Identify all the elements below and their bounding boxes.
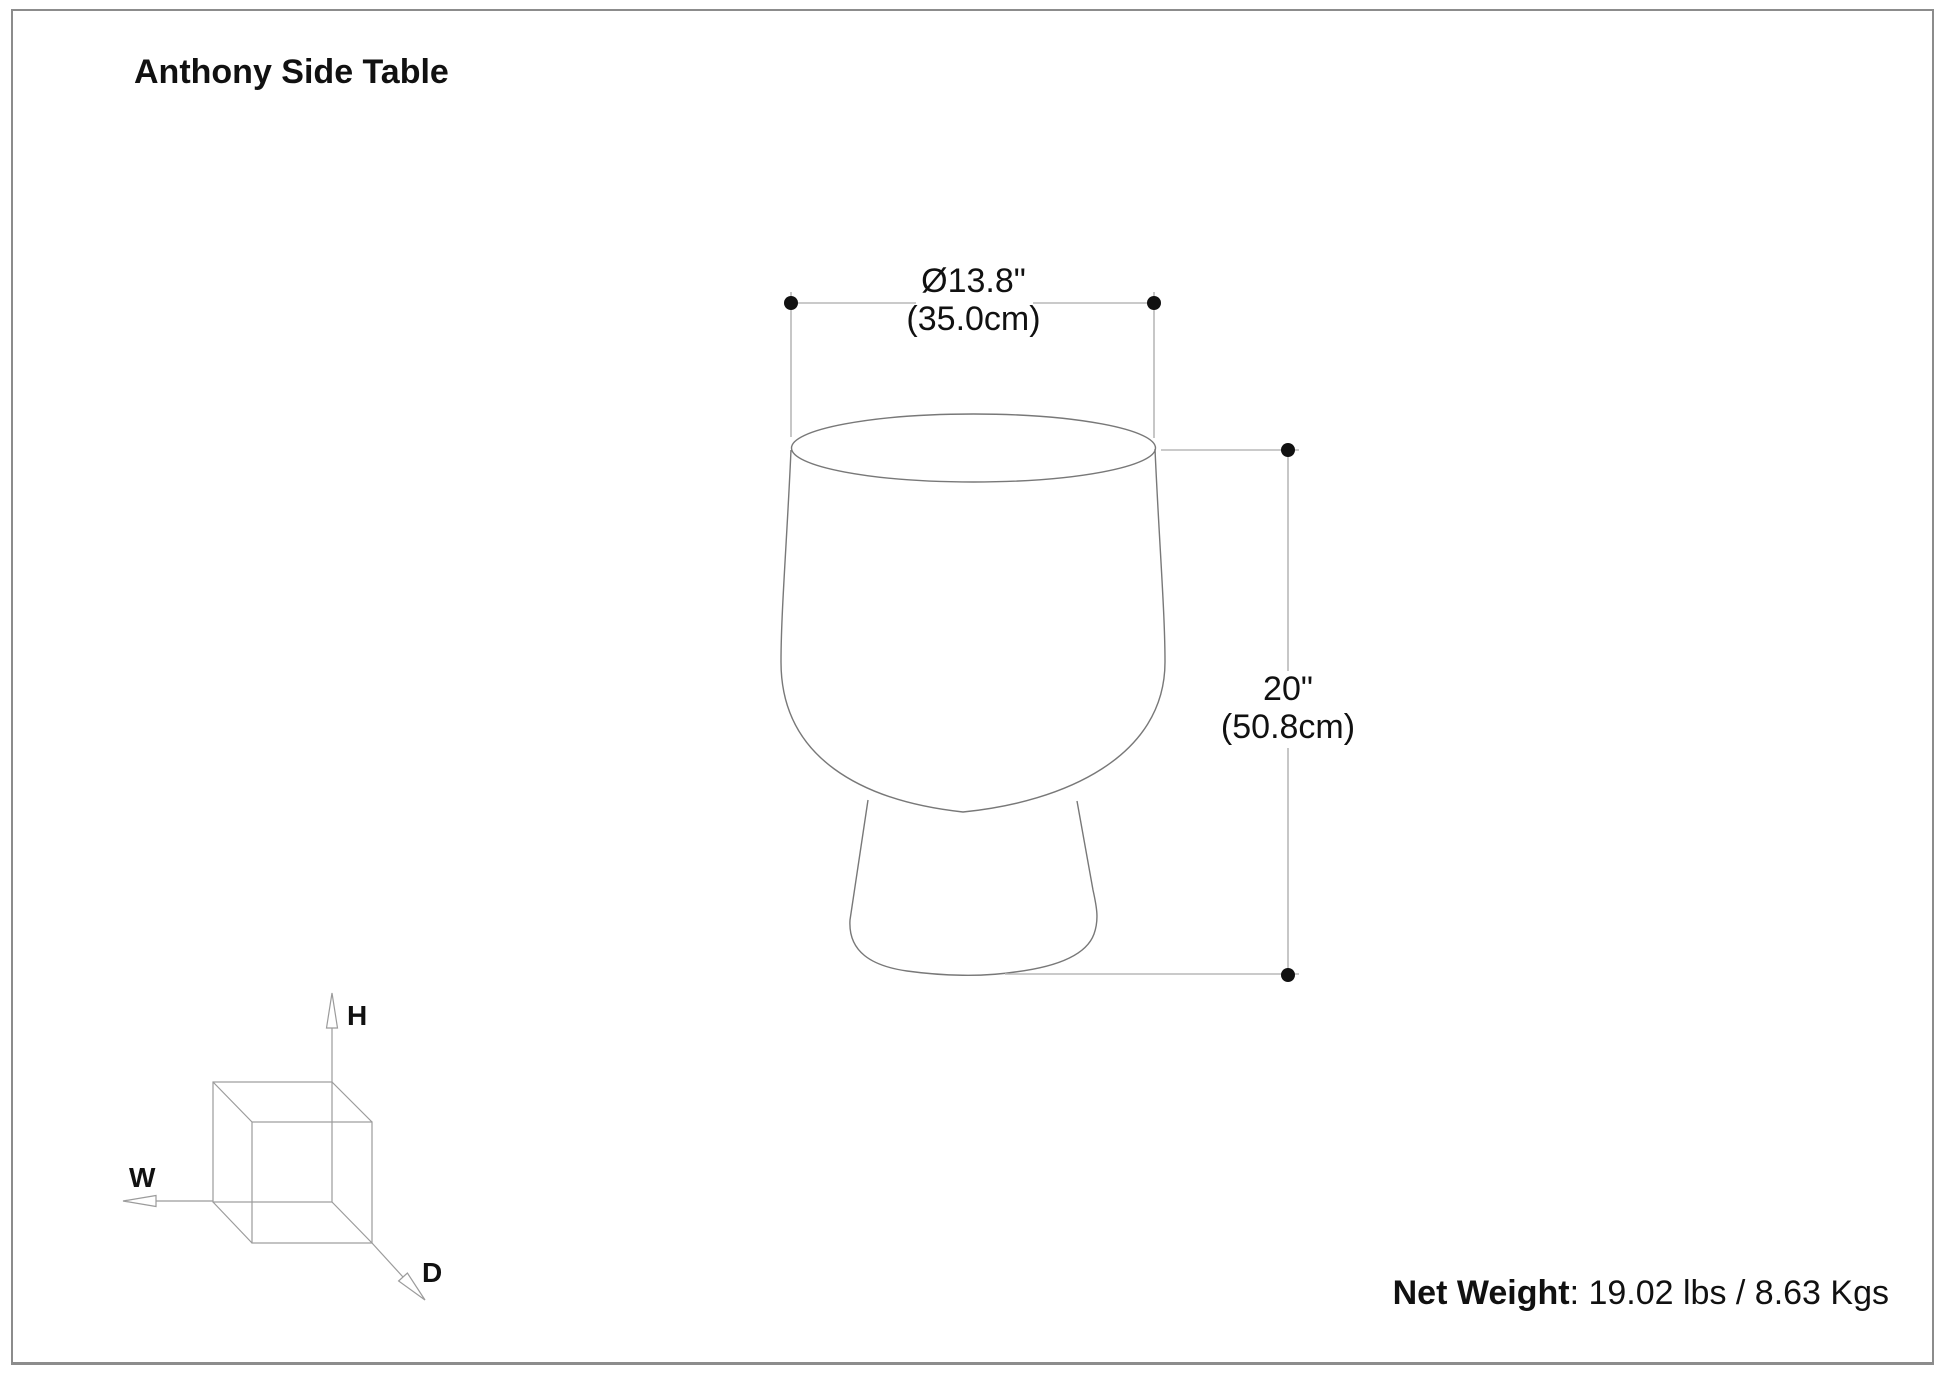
dimension-endpoint-dot [1147,296,1161,310]
table-top-ellipse [792,414,1156,482]
d-axis-line [372,1243,403,1277]
h-axis-label: H [347,1000,368,1031]
cube-edge [332,1082,372,1122]
w-axis-arrowhead-icon [123,1196,156,1207]
table-body-outline [781,449,1165,812]
height-dimension-imperial: 20" [1263,670,1313,708]
dimension-endpoint-dot [784,296,798,310]
width-dimension-label [863,262,1084,338]
dimension-endpoint-dot [1281,443,1295,457]
h-axis-arrowhead-icon [327,993,338,1028]
width-dimension-imperial: Ø13.8" [921,262,1026,300]
page-title: Anthony Side Table [134,53,449,91]
height-dimension-label [1178,670,1398,746]
net-weight [1393,1274,1889,1312]
height-dimension-metric: (50.8cm) [1220,708,1356,746]
d-axis-label: D [422,1257,443,1288]
side-table-outline [781,414,1165,975]
cube-edge [332,1202,372,1243]
width-dimension-metric: (35.0cm) [906,300,1041,338]
net-weight-label: Net Weight [1392,1274,1570,1312]
table-base-outline [850,800,1097,975]
orientation-cube [123,993,425,1300]
net-weight-value: : 19.02 lbs / 8.63 Kgs [1569,1274,1889,1312]
cube-edge [213,1202,252,1243]
dimension-endpoint-dot [1281,968,1295,982]
w-axis-label: W [129,1162,156,1193]
cube-edge [213,1082,252,1122]
